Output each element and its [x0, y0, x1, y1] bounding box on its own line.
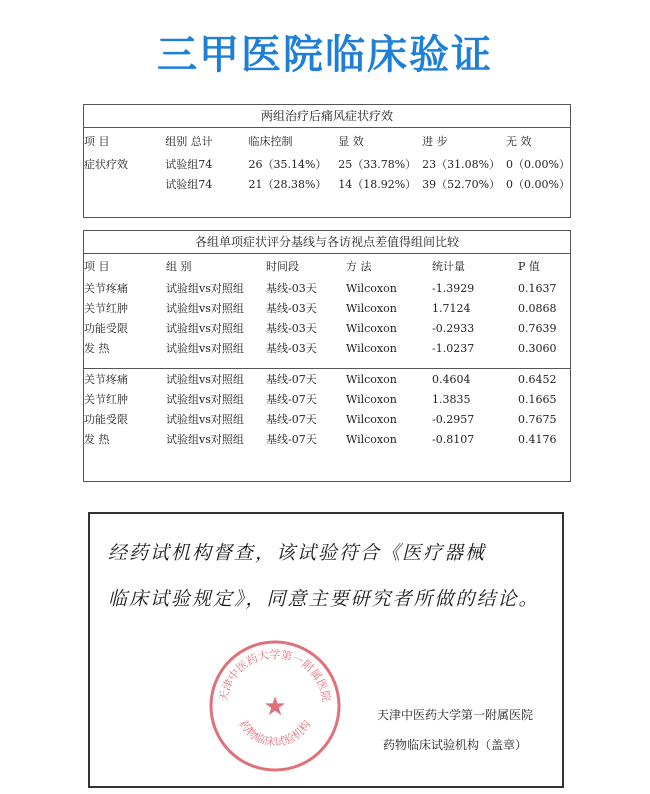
- table-cell: 0.6452: [518, 369, 570, 390]
- table-cell: 0.7675: [518, 412, 557, 426]
- table-cell: Wilcoxon: [346, 281, 397, 295]
- page-headline: 三甲医院临床验证: [157, 32, 493, 78]
- table-cell: 基线-07天: [266, 393, 317, 406]
- table-cell: Wilcoxon: [346, 432, 397, 446]
- table-cell: 试验组vs对照组: [166, 282, 244, 295]
- table-cell: 0.4176: [518, 432, 557, 446]
- table-cell: Wilcoxon: [346, 341, 397, 355]
- seal-inner-text: 药物临床试验机构: [236, 718, 314, 749]
- institution-name: 天津中医药大学第一附属医院: [376, 708, 533, 722]
- table-cell: 症状疗效: [84, 158, 128, 171]
- table-row: [84, 278, 570, 298]
- table-cell: 功能受限: [84, 322, 128, 335]
- column-header: P 值: [518, 260, 540, 273]
- table-cell: 26（35.14%）: [248, 158, 327, 171]
- table-cell: 0.0868: [518, 301, 557, 315]
- column-header: 项 目: [84, 135, 110, 148]
- table-cell: 关节疼痛: [84, 369, 166, 390]
- table-cell: 试验组vs对照组: [166, 302, 244, 315]
- table-cell: Wilcoxon: [346, 412, 397, 426]
- column-header: 进 步: [422, 135, 448, 148]
- table-cell: 发 热: [84, 433, 110, 446]
- table-row: [84, 389, 570, 409]
- table-cell: 试验组74: [165, 178, 213, 191]
- table-cell: 0.7639: [518, 321, 557, 335]
- table-cell: 1.7124: [432, 301, 471, 315]
- table-cell: 基线-03天: [266, 302, 317, 315]
- comparison-table: [83, 230, 571, 482]
- table-cell: 试验组74: [165, 158, 213, 171]
- table-cell: -0.2957: [432, 412, 475, 426]
- table-cell: 关节红肿: [84, 393, 128, 406]
- table-cell: 25（33.78%）: [338, 158, 417, 171]
- table-row: [84, 174, 570, 194]
- comparison-table-title: 各组单项症状评分基线与各访视点差值得组间比较: [84, 231, 570, 254]
- table-cell: Wilcoxon: [346, 301, 397, 315]
- table-cell: 试验组vs对照组: [166, 413, 244, 426]
- table-cell: -1.0237: [432, 341, 475, 355]
- institution-department: 药物临床试验机构（盖章）: [382, 738, 527, 752]
- table-row: [84, 429, 570, 449]
- table-cell: Wilcoxon: [346, 321, 397, 335]
- table-cell: 0.1665: [518, 392, 557, 406]
- table-cell: 0（0.00%）: [506, 158, 570, 171]
- table-cell: 试验组vs对照组: [166, 369, 266, 390]
- seal-star-icon: ★: [263, 692, 287, 722]
- table-header-row: [84, 128, 570, 154]
- table-cell: 试验组vs对照组: [166, 342, 244, 355]
- column-header: 统计量: [432, 260, 465, 273]
- column-header: 项 目: [84, 260, 110, 273]
- table-cell: 23（31.08%）: [422, 158, 501, 171]
- table-cell: 0.4604: [432, 369, 518, 390]
- table-cell: Wilcoxon: [346, 369, 432, 390]
- table-row: [84, 318, 570, 338]
- table-cell: 基线-07天: [266, 433, 317, 446]
- column-header: 组别 总计: [165, 135, 213, 148]
- table-cell: 39（52.70%）: [422, 178, 501, 191]
- table-cell: 0.1637: [518, 281, 557, 295]
- column-header: 方 法: [346, 260, 372, 273]
- handwritten-line-2: 临床试验规定》，同意主要研究者所做的结论。: [108, 588, 540, 610]
- table-cell: 试验组vs对照组: [166, 433, 244, 446]
- table-cell: 21（28.38%）: [248, 178, 327, 191]
- table-cell: 0（0.00%）: [506, 178, 570, 191]
- table-row: [84, 298, 570, 318]
- column-header: 显 效: [338, 135, 364, 148]
- table-row: [84, 338, 570, 358]
- table-cell: 基线-07天: [266, 369, 346, 390]
- efficacy-table-title: 两组治疗后痛风症状疗效: [84, 105, 570, 128]
- table-cell: 基线-03天: [266, 322, 317, 335]
- table-cell: 功能受限: [84, 413, 128, 426]
- certification-note: [88, 512, 564, 788]
- efficacy-table: [83, 104, 571, 218]
- table-cell: 14（18.92%）: [338, 178, 417, 191]
- official-seal: [205, 636, 345, 776]
- table-cell: 发 热: [84, 342, 110, 355]
- table-row: [84, 154, 570, 174]
- table-row: [84, 409, 570, 429]
- handwritten-line-1: 经药试机构督查，该试验符合《医疗器械: [108, 542, 487, 564]
- column-header: 组 别: [166, 260, 192, 273]
- column-header: 无 效: [506, 135, 532, 148]
- table-cell: 0.3060: [518, 341, 557, 355]
- column-header: 临床控制: [248, 135, 293, 148]
- spacer-cell: [84, 358, 570, 369]
- table-cell: 试验组vs对照组: [166, 322, 244, 335]
- table-header-row: [84, 254, 570, 278]
- table-cell: 关节疼痛: [84, 282, 128, 295]
- table-cell: 关节红肿: [84, 302, 128, 315]
- comparison-table-grid: [84, 254, 570, 449]
- table-cell: -0.2933: [432, 321, 475, 335]
- table-cell: 1.3835: [432, 392, 471, 406]
- column-header: 时间段: [266, 260, 299, 273]
- table-cell: -1.3929: [432, 281, 475, 295]
- table-cell: 基线-07天: [266, 413, 317, 426]
- seal-outer-text: 天津中医药大学第一附属医院: [217, 648, 333, 703]
- spacer-row: [84, 358, 570, 369]
- efficacy-table-grid: [84, 128, 570, 194]
- table-cell: -0.8107: [432, 432, 475, 446]
- table-row: [84, 369, 570, 390]
- table-cell: 基线-03天: [266, 282, 317, 295]
- table-cell: Wilcoxon: [346, 392, 397, 406]
- table-cell: [84, 174, 165, 194]
- table-cell: 试验组vs对照组: [166, 393, 244, 406]
- table-cell: 基线-03天: [266, 342, 317, 355]
